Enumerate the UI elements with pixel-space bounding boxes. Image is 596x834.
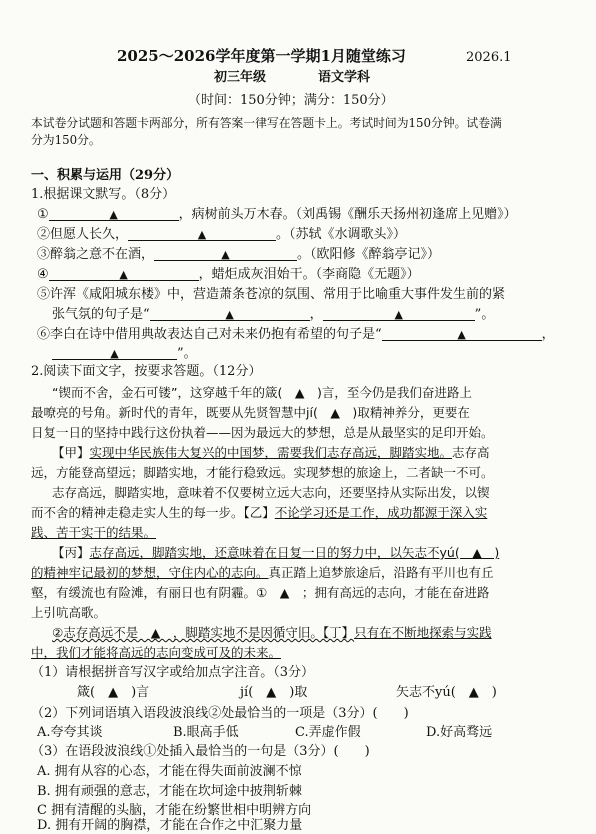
q2-sub3-option-c: C 拥有清醒的头脑，才能在纷繁世相中明辨方向 bbox=[37, 803, 312, 818]
passage-p3-line-3: 践、苦干实干的结果。 bbox=[31, 525, 157, 540]
q2-sub1-item-b: jí( ▲ )取 bbox=[240, 685, 308, 700]
answer-blank: ▲ bbox=[154, 248, 297, 261]
passage-p2-line-2: 远，方能登高望远；脚踏实地，才能行稳致远。实现梦想的旅途上，二者缺一不可。 bbox=[31, 465, 494, 480]
exam-time-info: （时间：150分钟；满分：150分） bbox=[188, 93, 394, 108]
answer-blank: ▲ bbox=[323, 308, 475, 321]
passage-p1-line-2: 最嘹亮的号角。新时代的青年，既要从先贤智慧中jí( ▲ )取精神养分，更要在 bbox=[31, 405, 470, 420]
q1-item-1: ① ▲ ，病树前头万木春。（刘禹锡《酬乐天扬州初逢席上见赠》） bbox=[37, 207, 517, 222]
q2-title: 2.阅读下面文字，按要求答题。（12分） bbox=[31, 364, 262, 379]
q2-sub1-item-c: 矢志不yú( ▲ ) bbox=[396, 685, 497, 700]
passage-p4-line-1: 【丙】志存高远，脚踏实地，还意味着在日复一日的努力中，以矢志不yú( ▲ ) bbox=[52, 545, 500, 560]
q2-sub2-option-b: B.眼高手低 bbox=[173, 725, 239, 740]
q2-sub1-item-a: 箴( ▲ )言 bbox=[77, 685, 150, 700]
q2-sub3-option-b: B. 拥有顽强的意志，才能在坎坷途中披荆斩棘 bbox=[37, 784, 302, 799]
answer-blank: ▲ bbox=[128, 228, 276, 241]
q2-sub3-option-d: D. 拥有开阔的胸襟，才能在合作之中汇聚力量 bbox=[37, 818, 303, 833]
q1-item-3: ③醉翁之意不在酒， ▲ 。（欧阳修《醉翁亭记》） bbox=[37, 247, 441, 262]
passage-p4-line-2: 的精神牢记最初的梦想，守住内心的志向。真正踏上追梦旅途后，沿路有平川也有丘 bbox=[31, 565, 494, 580]
q1-item-5-line-2: 张气氛的句子是“ ▲ ， ▲ ”。 bbox=[52, 307, 495, 322]
answer-blank: ▲ bbox=[382, 328, 542, 341]
q1-item-5-line-1: ⑤许浑《咸阳城东楼》中，营造萧条苍凉的氛围、常用于比喻重大事件发生前的紧 bbox=[37, 287, 506, 302]
passage-p2-line-1: 【甲】实现中华民族伟大复兴的中国梦，需要我们志存高远，脚踏实地。志存高 bbox=[52, 445, 490, 460]
passage-p5-line-2: 中，我们才能将高远的志向变成可及的未来。 bbox=[31, 645, 282, 660]
answer-blank: ▲ bbox=[52, 347, 177, 360]
answer-blank: ▲ bbox=[49, 208, 179, 221]
q2-sub3-option-a: A. 拥有从容的心态，才能在得失面前波澜不惊 bbox=[37, 764, 302, 779]
q2-sub2-option-d: D.好高骛远 bbox=[426, 725, 493, 740]
subject-label: 语文学科 bbox=[318, 70, 371, 85]
instructions-line-1: 本试卷分试题和答题卡两部分，所有答案一律写在答题卡上。考试时间为150分钟。试卷满 bbox=[31, 116, 502, 130]
q2-sub2-option-c: C.弄虚作假 bbox=[295, 725, 361, 740]
q1-item-6-line-2: ▲ ”。 bbox=[52, 346, 197, 362]
passage-p5-line-1: ②志存高远不是 ▲ ，脚踏实地不是因循守旧。【丁】只有在不断地探索与实践 bbox=[52, 625, 492, 640]
q1-title: 1.根据课文默写。（8分） bbox=[31, 187, 176, 202]
exam-date: 2026.1 bbox=[466, 50, 512, 65]
q1-item-4: ④ ▲ ，蜡炬成灰泪始干。（李商隐《无题》） bbox=[37, 267, 420, 282]
q1-item-2: ②但愿人长久， ▲ 。（苏轼《水调歌头》） bbox=[37, 227, 407, 242]
q2-sub2-title: （2）下列词语填入语段波浪线②处最恰当的一项是（3分）( ) bbox=[31, 706, 409, 721]
passage-p4-line-3: 壑，有缓流也有险滩，有丽日也有阴霾。① ▲ ；拥有高远的志向，才能在奋进路 bbox=[31, 585, 490, 600]
passage-p3-line-2: 而不舍的精神走稳走实人生的每一步。【乙】不论学习还是工作，成功都源于深入实 bbox=[31, 505, 488, 520]
passage-p4-line-4: 上引吭高歌。 bbox=[31, 605, 107, 620]
q1-item-6-line-1: ⑥李白在诗中借用典故表达自己对未来仍抱有希望的句子是“ ▲ ， bbox=[37, 327, 555, 342]
exam-title: 2025～2026学年度第一学期1月随堂练习 bbox=[117, 47, 406, 65]
passage-p1-line-3: 日复一日的坚持中践行这份执着——因为最远大的梦想，总是从最坚实的足印开始。 bbox=[31, 425, 494, 440]
passage-p1-line-1: “锲而不舍，金石可镂”，这穿越千年的箴( ▲ )言，至今仍是我们奋进路上 bbox=[52, 385, 472, 400]
q2-sub2-option-a: A.夸夸其谈 bbox=[37, 725, 103, 740]
passage-p3-line-1: 志存高远，脚踏实地，意味着不仅要树立远大志向，还要坚持从实际出发，以锲 bbox=[52, 485, 490, 500]
answer-blank: ▲ bbox=[150, 308, 310, 321]
q2-sub1-title: （1）请根据拼音写汉字或给加点字注音。（3分） bbox=[31, 665, 315, 680]
instructions-line-2: 分为150分。 bbox=[31, 133, 101, 147]
section-1-heading: 一、积累与运用（29分） bbox=[31, 168, 180, 183]
grade-label: 初三年级 bbox=[214, 70, 267, 85]
answer-blank: ▲ bbox=[49, 268, 199, 281]
q2-sub3-title: （3）在语段波浪线①处插入最恰当的一句是（3分）( ) bbox=[31, 744, 370, 759]
